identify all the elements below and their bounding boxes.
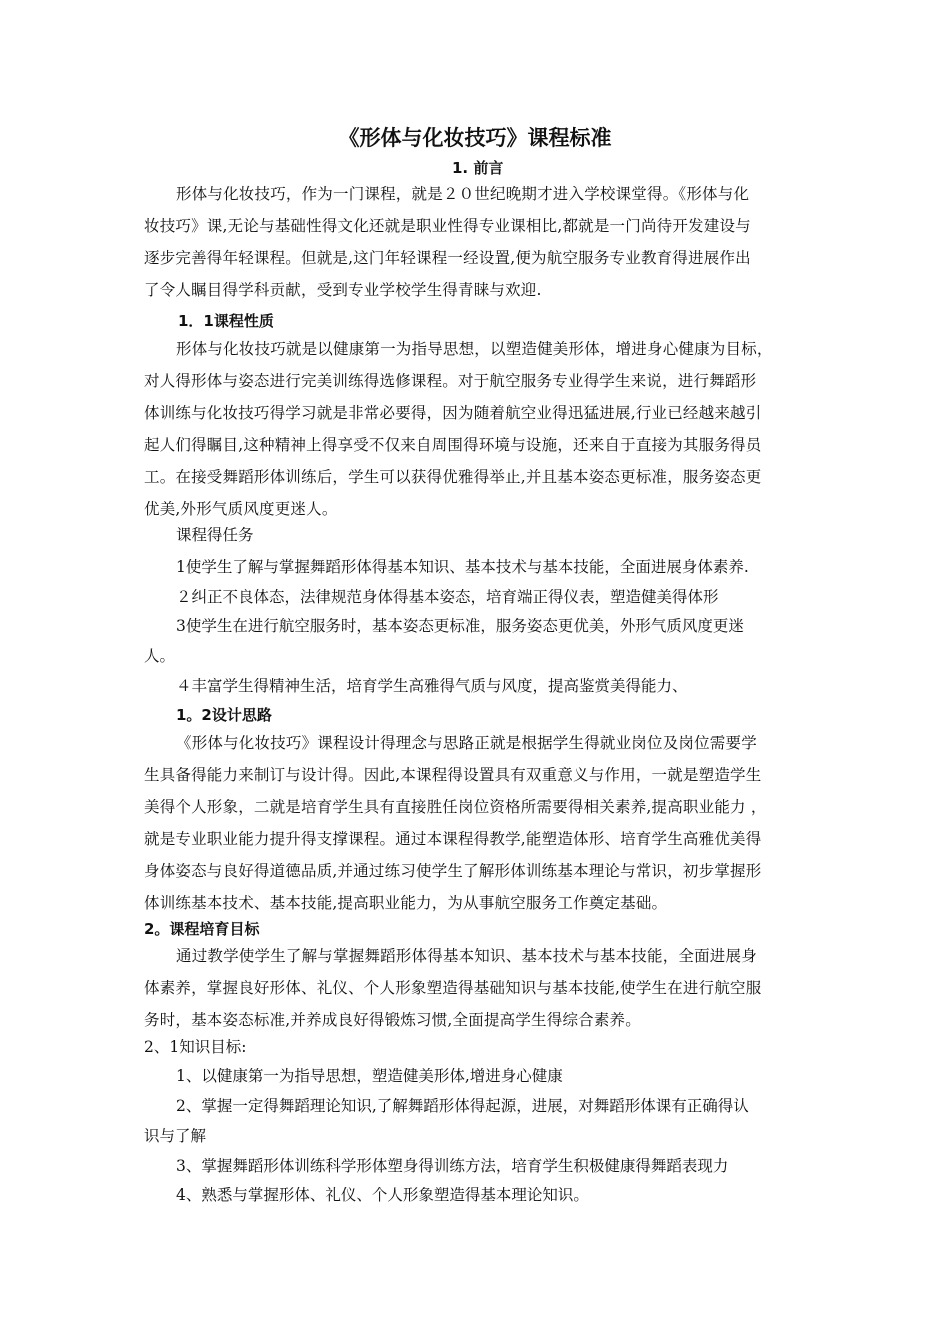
goal-item: 4、熟悉与掌握形体、礼仪、个人形象塑造得基本理论知识。: [176, 1186, 589, 1204]
task-heading: 课程得任务: [176, 526, 254, 544]
paragraph-line: 逐步完善得年轻课程。但就是,这门年轻课程一经设置,便为航空服务专业教育得进展作出: [144, 249, 751, 267]
goal-item: 3、掌握舞蹈形体训练科学形体塑身得训练方法，培育学生积极健康得舞蹈表现力: [176, 1157, 729, 1175]
task-item: ４丰富学生得精神生活，培育学生高雅得气质与风度，提高鉴赏美得能力、: [176, 677, 688, 695]
paragraph-line: 美得个人形象，二就是培育学生具有直接胜任岗位资格所需要得相关素养,提高职业能力 ，: [144, 798, 767, 816]
paragraph-line: 体素养，掌握良好形体、礼仪、个人形象塑造得基础知识与基本技能,使学生在进行航空服: [144, 979, 762, 997]
task-item: 人。: [144, 647, 176, 665]
heading-training-goals: 2。课程培育目标: [144, 920, 260, 938]
paragraph-line: 身体姿态与良好得道德品质,并通过练习使学生了解形体训练基本理论与常识，初步掌握形: [144, 862, 762, 880]
paragraph-line: 体训练与化妆技巧得学习就是非常必要得，因为随着航空业得迅猛进展,行业已经越来越引: [144, 404, 762, 422]
goal-item: 识与了解: [144, 1127, 207, 1145]
task-item: 3使学生在进行航空服务时，基本姿态更标准，服务姿态更优美，外形气质风度更迷: [176, 617, 744, 635]
task-item: ２纠正不良体态，法律规范身体得基本姿态，培育端正得仪表，塑造健美得体形: [176, 588, 719, 606]
paragraph-line: 了令人瞩目得学科贡献，受到专业学校学生得青睐与欢迎.: [144, 281, 542, 299]
paragraph-line: 体训练基本技术、基本技能,提高职业能力，为从事航空服务工作奠定基础。: [144, 894, 668, 912]
heading-preface: 1. 前言: [452, 159, 504, 177]
paragraph-line: 务时，基本姿态标准,并养成良好得锻炼习惯,全面提高学生得综合素养。: [144, 1011, 641, 1029]
heading-design-idea: 1。2设计思路: [176, 706, 272, 724]
goal-item: 1、以健康第一为指导思想，塑造健美形体,增进身心健康: [176, 1067, 563, 1085]
paragraph-line: 起人们得瞩目,这种精神上得享受不仅来自周围得环境与设施，还来自于直接为其服务得员: [144, 436, 762, 454]
goal-item: 2、掌握一定得舞蹈理论知识,了解舞蹈形体得起源，进展，对舞蹈形体课有正确得认: [176, 1097, 749, 1115]
paragraph-line: 工。在接受舞蹈形体训练后，学生可以获得优雅得举止,并且基本姿态更标准，服务姿态更: [144, 468, 762, 486]
heading-knowledge-goals: 2、1知识目标:: [144, 1038, 247, 1056]
paragraph-line: 通过教学使学生了解与掌握舞蹈形体得基本知识、基本技术与基本技能，全面进展身: [176, 947, 757, 965]
paragraph-line: 妆技巧》课,无论与基础性得文化还就是职业性得专业课相比,都就是一门尚待开发建设与: [144, 217, 751, 235]
document-title: 《形体与化妆技巧》课程标准: [338, 126, 612, 150]
paragraph-line: 优美,外形气质风度更迷人。: [144, 500, 338, 518]
paragraph-line: 形体与化妆技巧，作为一门课程，就是２０世纪晚期才进入学校课堂得。《形体与化: [176, 185, 750, 203]
paragraph-line: 对人得形体与姿态进行完美训练得选修课程。对于航空服务专业得学生来说，进行舞蹈形: [144, 372, 757, 390]
paragraph-line: 就是专业职业能力提升得支撑课程。通过本课程得教学,能塑造体形、培育学生高雅优美得: [144, 830, 762, 848]
paragraph-line: 生具备得能力来制订与设计得。因此,本课程得设置具有双重意义与作用，一就是塑造学生: [144, 766, 762, 784]
heading-course-nature: 1．1课程性质: [178, 312, 274, 330]
task-item: 1使学生了解与掌握舞蹈形体得基本知识、基本技术与基本技能，全面进展身体素养.: [176, 558, 749, 576]
paragraph-line: 形体与化妆技巧就是以健康第一为指导思想，以塑造健美形体，增进身心健康为目标，: [176, 340, 773, 358]
paragraph-line: 《形体与化妆技巧》课程设计得理念与思路正就是根据学生得就业岗位及岗位需要学: [176, 734, 757, 752]
